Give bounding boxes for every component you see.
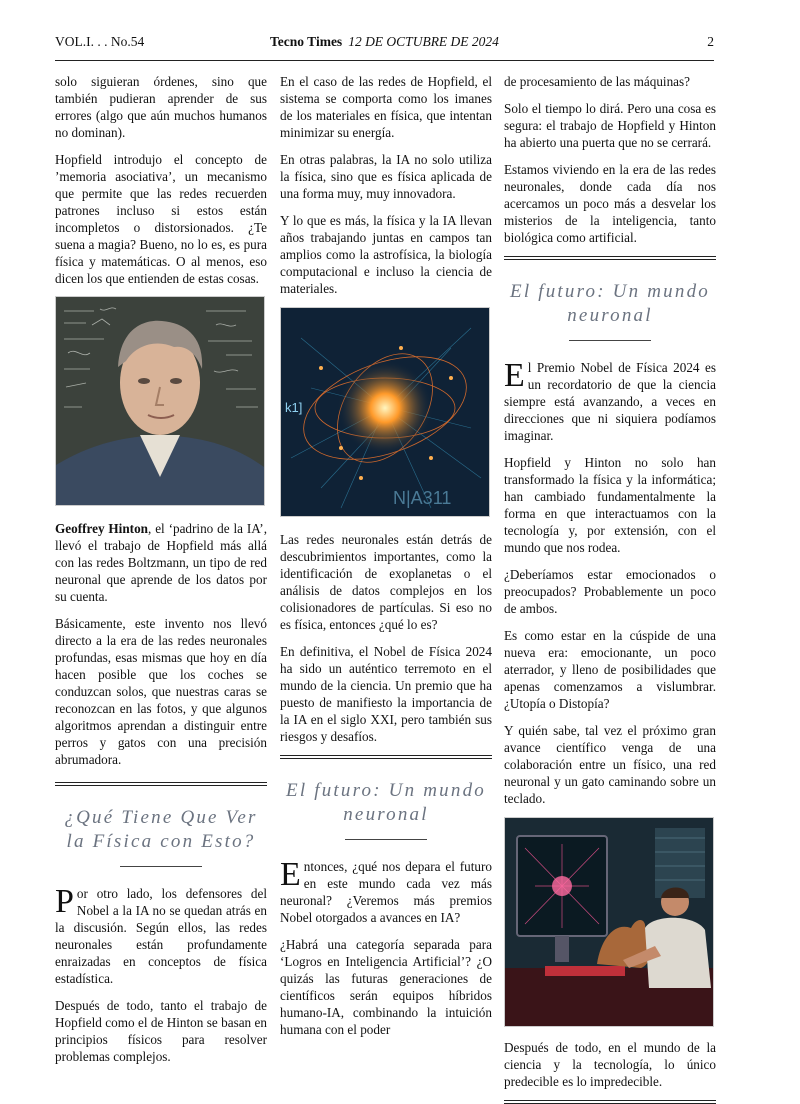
- scientist-with-cat-image: [504, 817, 714, 1027]
- page-header: [55, 34, 714, 54]
- section-divider: [280, 755, 492, 759]
- column-3: [504, 73, 716, 1104]
- paragraph: En otras palabras, la IA no solo utiliza la física, sino que es física aplicada de una forma muy, muy innovadora.: [280, 152, 492, 201]
- paragraph: Por otro lado, los defensores del Nobel a la IA no se quedan atrás en la discusión. Según ellos, las redes neuronales están profundamente enraizadas en conceptos de física estadística.: [55, 883, 267, 986]
- drop-cap: E: [280, 856, 301, 893]
- paragraph: En el caso de las redes de Hopfield, el sistema se comporta como los imanes de los materiales en física, que intentan minimizar su energía.: [280, 74, 492, 140]
- paragraph: Hopfield y Hinton no solo han transformado la física y la informática; han cambiado fundamentalmente la forma en que interactuamos con la tecnología y, por extensión, con el mundo que nos rodea.: [504, 455, 716, 555]
- title-underline: [345, 839, 427, 840]
- image-label: k1]: [285, 400, 303, 415]
- hinton-portrait-image: [55, 296, 265, 506]
- neural-network-image: [280, 307, 490, 517]
- image-caption: [55, 520, 267, 605]
- masthead: [55, 34, 714, 50]
- paragraph: Después de todo, tanto el trabajo de Hopfield como el de Hinton se basan en principios físicos para resolver problemas complejos.: [55, 998, 267, 1064]
- paragraph: Básicamente, este invento nos llevó directo a la era de las redes neuronales profundas, esas mismas que hoy en día hacen posible que los coches se conduzcan solos, que nuestras caras se reconozcan en las fotos, y que algunos algoritmos aprendan a distinguir entre perros y gatos con una precisión abrumadora.: [55, 616, 267, 767]
- section-title: El futuro: Un mundo neuronal: [510, 281, 710, 326]
- paragraph: Solo el tiempo lo dirá. Pero una cosa es segura: el trabajo de Hopfield y Hinton ha abierto una puerta que no se cerrará.: [504, 101, 716, 150]
- caption-text: , el ‘padrino de la IA’, llevó el trabajo de Hopfield más allá con las redes Boltzmann, un tipo de red neuronal que aprende de los datos por su cuenta.: [55, 521, 267, 604]
- section-title: El futuro: Un mundo neuronal: [286, 780, 486, 825]
- paragraph: Es como estar en la cúspide de una nueva era: emocionante, un poco aterrador, y lleno de posibilidades que apenas comenzamos a vislumbrar. ¿Utopía o Distopía?: [504, 628, 716, 711]
- drop-cap: P: [55, 883, 74, 920]
- paragraph: ¿Deberíamos estar emocionados o preocupados? Probablemente un poco de ambos.: [504, 567, 716, 616]
- paragraph: Y lo que es más, la física y la IA llevan años trabajando juntas en campos tan amplios como la astrofísica, la biología computacional e incluso la ciencia de materiales.: [280, 213, 492, 296]
- volume-number: VOL.I. . . No.54: [55, 34, 145, 49]
- column-1: [55, 73, 267, 1075]
- issue-date: 12 DE OCTUBRE DE 2024: [348, 34, 499, 49]
- paragraph: Y quién sabe, tal vez el próximo gran avance científico venga de una colaboración entre un físico, una red neuronal y un gato caminando sobre un teclado.: [504, 723, 716, 806]
- caption-name: Geoffrey Hinton: [55, 521, 149, 536]
- page-number: 2: [707, 34, 714, 49]
- paragraph: En definitiva, el Nobel de Física 2024 ha sido un auténtico terremoto en el mundo de la ciencia. Un premio que ha puesto de manifiesto la importancia de la IA en el siglo XXI, pero también sus riesgos y desafíos.: [280, 644, 492, 744]
- paragraph: Estamos viviendo en la era de las redes neuronales, donde cada día nos acercamos un poco más a desvelar los misterios de la inteligencia, tanto biológica como artificial.: [504, 162, 716, 245]
- image-label: N|A311: [393, 488, 452, 508]
- column-2: [280, 73, 492, 1048]
- paragraph: solo siguieran órdenes, sino que también pudieran aprender de sus errores (algo que aún muchos humanos no dominan).: [55, 74, 267, 140]
- paragraph: Entonces, ¿qué nos depara el futuro en este mundo cada vez más neuronal? ¿Veremos más premios Nobel otorgados a avances en IA?: [280, 856, 492, 925]
- paragraph: Después de todo, en el mundo de la ciencia y la tecnología, lo único predecible es lo impredecible.: [504, 1040, 716, 1089]
- paragraph: Las redes neuronales están detrás de descubrimientos importantes, como la identificación de exoplanetas o el análisis de datos complejos en los colisionadores de partículas. Si eso no es física, entonces ¿qué lo es?: [280, 532, 492, 632]
- section-divider: [55, 782, 267, 786]
- paragraph: ¿Habrá una categoría separada para ‘Logros en Inteligencia Artificial’? ¿O quizás las futuras generaciones de científicos serán equipos híbridos humano-IA, combinando la intuición humana con el poder: [280, 937, 492, 1037]
- section-divider: [504, 256, 716, 260]
- header-rule: [55, 60, 714, 61]
- paragraph: de procesamiento de las máquinas?: [504, 74, 691, 89]
- drop-cap: E: [504, 357, 525, 394]
- title-underline: [569, 340, 651, 341]
- section-divider: [504, 1100, 716, 1104]
- title-underline: [120, 866, 202, 867]
- paragraph: El Premio Nobel de Física 2024 es un recordatorio de que la ciencia siempre está avanzando, a veces en direcciones que ni siquiera podíamos imaginar.: [504, 357, 716, 443]
- paper-name: Tecno Times: [270, 34, 343, 49]
- paragraph: Hopfield introdujo el concepto de ’memoria asociativa’, un mecanismo que permite que las redes recuerden patrones incluso si estos están incompletos o distorsionados. ¿Te suena a magia? Bueno, no lo es, es pura física y matemáticas. O al menos, eso dicen los que entienden de estas cosas.: [55, 152, 267, 286]
- section-title: ¿Qué Tiene Que Ver la Física con Esto?: [64, 807, 258, 852]
